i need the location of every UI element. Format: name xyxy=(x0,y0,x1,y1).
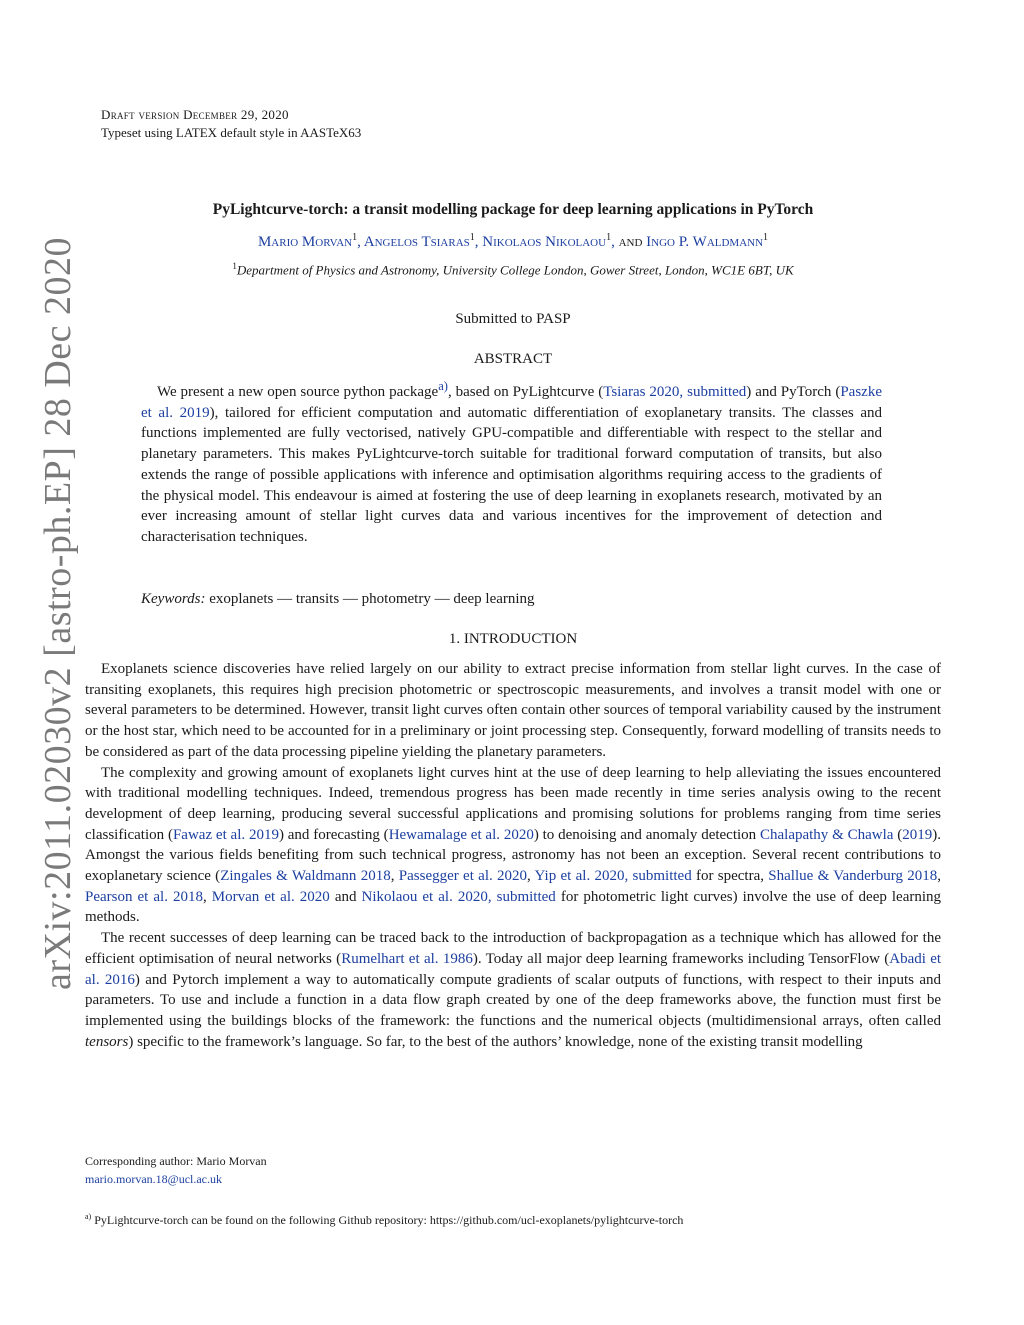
citation-link[interactable]: Zingales & Waldmann 2018 xyxy=(220,868,391,885)
body-text: , xyxy=(390,868,399,885)
body-text: ( xyxy=(893,826,903,843)
body-text: for photometric light curves) involve the use of deep learning methods. xyxy=(85,888,942,926)
citation-link[interactable]: Paszke et al. 2019 xyxy=(141,384,882,421)
body-text: , xyxy=(937,868,942,885)
draft-header xyxy=(101,106,361,142)
citation-link[interactable]: Chalapathy & Chawla xyxy=(759,826,894,843)
author-affil-mark: 1 xyxy=(469,232,475,243)
body-text: and xyxy=(329,888,362,905)
body-text: , xyxy=(527,868,535,885)
affiliation xyxy=(85,261,941,278)
submitted-note: Submitted to PASP xyxy=(455,311,571,327)
body-text: ) specific to the framework’s language. So far, to the best of the authors’ knowledge, none of the existing transit modelling xyxy=(128,1033,863,1050)
footnote-marker[interactable]: a) xyxy=(438,379,448,393)
abstract-text: ), tailored for efficient computation and automatic differentiation of exoplanetary transits. The classes and functions implemented are fully vectorised, natively GPU-compatible and differentiable with respect to the stellar and planetary parameters. This makes PyLightcurve-torch suitable for traditional forward computation of transits, but also extends the range of possible applications with inference and optimisation algorithms requiring access to the gradients of the physical model. This endeavour is aimed at fostering the use of deep learning in exoplanets research, motivated by an ever increasing amount of stellar light curves data and various incentives for the improvement of detection and characterisation techniques. xyxy=(141,404,882,545)
arxiv-stamp: arXiv:2011.02030v2 [astro-ph.EP] 28 Dec 2020 xyxy=(37,236,79,990)
intro-body xyxy=(85,659,941,1052)
body-text: for spectra, xyxy=(691,868,769,885)
citation-link[interactable]: Yip et al. 2020, submitted xyxy=(534,868,692,885)
author-affil-mark: 1 xyxy=(352,232,358,243)
abstract-text: , based on PyLightcurve ( xyxy=(447,384,604,400)
body-text: The recent successes of deep learning can be traced back to the introduction of backpropagation as a technique which has allowed for the efficient optimisation of neural networks ( xyxy=(85,930,941,967)
citation-link[interactable]: Shallue & Vanderburg 2018 xyxy=(768,868,938,885)
author-link[interactable]: Mario Morvan xyxy=(257,234,353,250)
paper-title: PyLightcurve-torch: a transit modelling package for deep learning applications in PyTorch xyxy=(212,201,814,218)
emphasis-text: tensors xyxy=(85,1033,129,1050)
citation-link[interactable]: Passegger et al. 2020 xyxy=(398,868,528,885)
footnotes xyxy=(85,1152,941,1229)
body-text: The complexity and growing amount of exoplanets light curves hint at the use of deep learning to help alleviating the issues encountered with traditional modelling techniques. Indeed, tremendous progress has been made recently in time series analysis owing to the recent development of deep learning, producing several successful applications and promising solutions for problems ranging from time series classification ( xyxy=(85,764,941,843)
author-and: and xyxy=(618,234,643,250)
body-text: ). Today all major deep learning frameworks including TensorFlow ( xyxy=(472,950,890,967)
author-affil-mark: 1 xyxy=(763,232,769,243)
body-text: , xyxy=(203,888,212,905)
body-text: ) to denoising and anomaly detection xyxy=(533,826,760,843)
intro-paragraph-1: Exoplanets science discoveries have relied largely on our ability to extract precise information from stellar light curves. In the case of transiting exoplanets, this requires high precision photometric or spectroscopic measurements, and involves a transit model with one or several parameters to be determined. However, transit light curves often contain other sources of temporal variability caused by the instrument or the host star, which need to be accounted for in a preliminary or joint processing step. Consequently, forward modelling of transits needs to be considered as part of the data processing pipeline yielding the planetary parameters. xyxy=(85,661,941,760)
typeset-line: Typeset using LATEX default style in AASTeX63 xyxy=(101,125,362,140)
citation-link[interactable]: Abadi et al. 2016 xyxy=(85,950,942,988)
body-text: ). Amongst the various fields benefiting from such technical progress, astronomy has not been an exception. Several recent contributions to exoplanetary science ( xyxy=(85,826,941,885)
email-link[interactable]: mario.morvan.18@ucl.ac.uk xyxy=(85,1172,223,1186)
footnote-text: PyLightcurve-torch can be found on the following Github repository: https://github.com/ucl-exoplanets/pylightcurve-torch xyxy=(94,1213,684,1227)
body-text: ) and forecasting ( xyxy=(278,826,389,843)
intro-paragraph-3 xyxy=(85,928,941,1052)
author-affil-mark: 1 xyxy=(606,232,612,243)
abstract-heading: ABSTRACT xyxy=(473,351,553,367)
draft-version: Draft version December 29, 2020 xyxy=(101,107,289,122)
citation-link[interactable]: Hewamalage et al. 2020 xyxy=(388,826,534,843)
corresponding-author: Corresponding author: Mario Morvan xyxy=(85,1154,267,1168)
citation-link[interactable]: Pearson et al. 2018 xyxy=(85,888,203,905)
affiliation-mark: 1 xyxy=(232,261,237,271)
keywords-text: exoplanets — transits — photometry — deep learning xyxy=(209,591,535,607)
affiliation-text: Department of Physics and Astronomy, University College London, Gower Street, London, WC1E 6BT, UK xyxy=(236,262,794,278)
author-link[interactable]: Angelos Tsiaras xyxy=(363,234,470,250)
citation-link[interactable]: Rumelhart et al. 1986 xyxy=(341,950,473,967)
citation-link[interactable]: Nikolaou et al. 2020, submitted xyxy=(361,888,556,905)
body-text: ) and Pytorch implement a way to automatically compute gradients of scalar outputs of functions, with respect to their inputs and parameters. To use and include a function in a data flow graph created by one of the deep frameworks above, the function must first be implemented using the buildings blocks of the framework: the functions and the numerical objects (multidimensional arrays, often called xyxy=(85,971,942,1029)
author-link[interactable]: Ingo P. Waldmann xyxy=(646,234,764,250)
citation-link[interactable]: Morvan et al. 2020 xyxy=(211,888,330,905)
footnote-a xyxy=(85,1208,941,1229)
abstract-text: We present a new open source python package xyxy=(157,384,439,400)
footnote-mark: a) xyxy=(85,1212,92,1221)
intro-heading: 1. INTRODUCTION xyxy=(448,631,578,647)
abstract-body xyxy=(141,376,882,548)
author-list: Mario Morvan$^1$, Angelos Tsiaras$^1$, Nikolaos Nikolaou$^1$, and Ingo P. Waldmann$^1$ xyxy=(257,232,769,250)
citation-link[interactable]: 2019 xyxy=(902,826,933,843)
abstract-text: ) and PyTorch ( xyxy=(746,384,841,400)
citation-link[interactable]: Tsiaras 2020, submitted xyxy=(603,384,747,400)
citation-link[interactable]: Fawaz et al. 2019 xyxy=(172,826,279,843)
author-link[interactable]: Nikolaos Nikolaou xyxy=(482,234,607,250)
intro-paragraph-2 xyxy=(85,763,941,929)
keywords xyxy=(141,591,882,608)
keywords-label: Keywords: xyxy=(141,591,206,607)
abstract-paragraph xyxy=(141,376,882,548)
